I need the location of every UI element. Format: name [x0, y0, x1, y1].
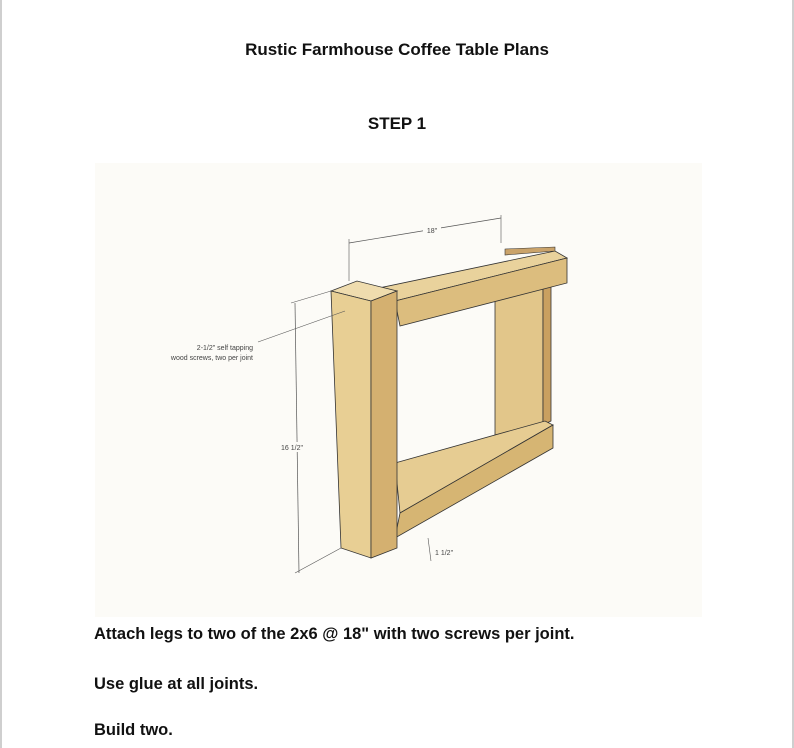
callout-line2: wood screws, two per joint: [170, 355, 253, 362]
document-title: Rustic Farmhouse Coffee Table Plans: [245, 40, 549, 59]
front-leg-front: [331, 291, 371, 558]
height-dimension-line: [295, 303, 299, 573]
assembly-illustration: [95, 163, 702, 617]
thickness-dimension-line: [428, 538, 431, 561]
back-leg-side: [543, 273, 551, 425]
thickness-dimension-label: 1 1/2": [435, 550, 454, 557]
front-leg-side: [371, 291, 397, 558]
step-heading: STEP 1: [367, 114, 427, 133]
width-dimension-label: 18": [426, 228, 438, 235]
height-extension-bottom: [295, 548, 341, 573]
height-dimension-label: 16 1/2": [281, 445, 303, 452]
assembly-drawing: [95, 163, 702, 617]
page-border-left: [0, 0, 2, 748]
instruction-build-two: Build two.: [94, 721, 173, 739]
instruction-glue: Use glue at all joints.: [94, 675, 259, 693]
instruction-attach-legs: Attach legs to two of the 2x6 @ 18" with two screws per joint.: [94, 625, 575, 643]
callout-line1: 2-1/2" self tapping: [196, 345, 253, 352]
height-extension-top: [291, 291, 331, 303]
bottom-rail-top: [395, 421, 553, 513]
callout-leader: [258, 311, 345, 342]
